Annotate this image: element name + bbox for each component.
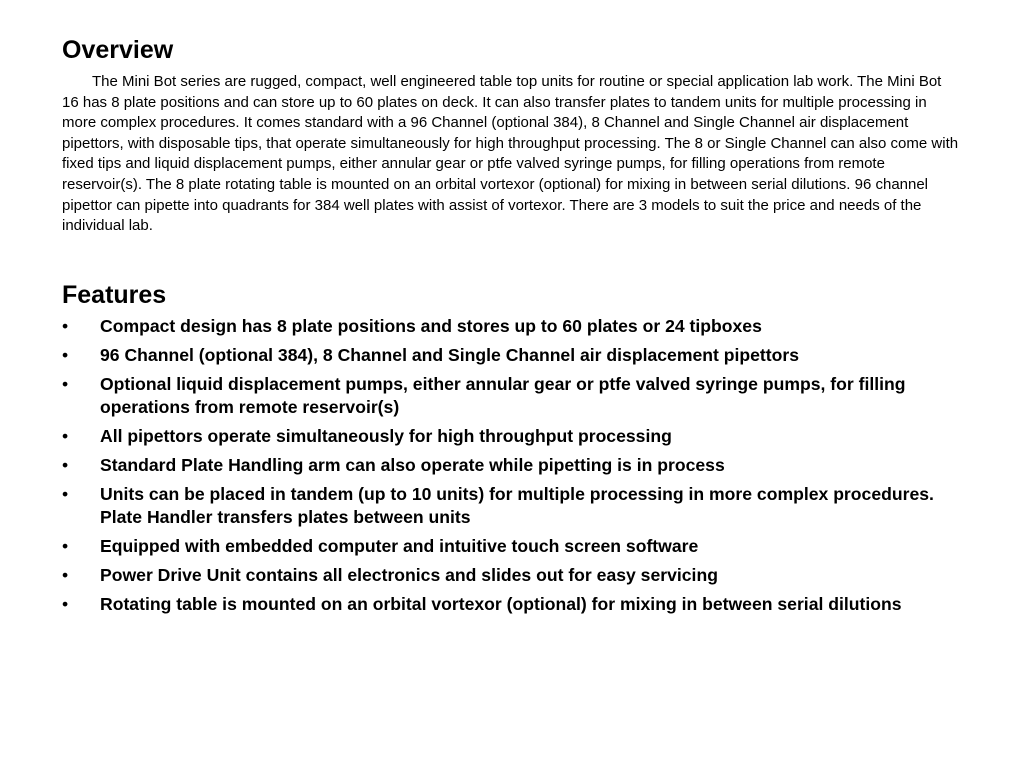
bullet-icon: • bbox=[62, 535, 69, 556]
feature-text: Standard Plate Handling arm can also operate while pipetting is in process bbox=[100, 454, 725, 475]
feature-item bbox=[62, 344, 962, 367]
feature-item bbox=[62, 564, 962, 587]
feature-text: Optional liquid displacement pumps, either annular gear or ptfe valved syringe pumps, for filling operations from remote reservoir(s) bbox=[100, 373, 906, 417]
feature-text: Power Drive Unit contains all electronics and slides out for easy servicing bbox=[100, 564, 718, 585]
feature-text: 96 Channel (optional 384), 8 Channel and Single Channel air displacement pipettors bbox=[100, 344, 799, 365]
bullet-icon: • bbox=[62, 373, 69, 394]
bullet-icon: • bbox=[62, 425, 69, 446]
feature-item bbox=[62, 454, 962, 477]
bullet-icon: • bbox=[62, 483, 69, 504]
feature-item bbox=[62, 535, 962, 558]
features-list bbox=[62, 315, 962, 616]
feature-text: Units can be placed in tandem (up to 10 units) for multiple processing in more complex procedures. Plate Handler transfers plates between units bbox=[100, 483, 934, 527]
bullet-icon: • bbox=[62, 564, 69, 585]
feature-item bbox=[62, 425, 962, 448]
overview-paragraph: The Mini Bot series are rugged, compact, well engineered table top units for routine or special application lab work. The Mini Bot 16 has 8 plate positions and can store up to 60 plates on deck. It can also transfer plates to tandem units for multiple processing in more complex procedures. It comes standard with a 96 Channel (optional 384), 8 Channel and Single Channel air displacement pipettors, with disposable tips, that operate simultaneously for high throughput processing. The 8 or Single Channel can also come with fixed tips and liquid displacement pumps, either annular gear or ptfe valved syringe pumps, for filling operations from remote reservoir(s). The 8 plate rotating table is mounted on an orbital vortexor (optional) for mixing in between serial dilutions. 96 channel pipettor can pipette into quadrants for 384 well plates with assist of vortexor. There are 3 models to suit the price and needs of the individual lab. bbox=[62, 73, 959, 235]
feature-item bbox=[62, 483, 962, 529]
feature-item bbox=[62, 315, 962, 338]
bullet-icon: • bbox=[62, 593, 69, 614]
bullet-icon: • bbox=[62, 344, 69, 365]
bullet-icon: • bbox=[62, 315, 69, 336]
feature-item bbox=[62, 593, 962, 616]
overview-heading: Overview bbox=[62, 36, 174, 64]
features-heading: Features bbox=[62, 280, 167, 309]
feature-text: Compact design has 8 plate positions and stores up to 60 plates or 24 tipboxes bbox=[100, 315, 762, 336]
feature-item bbox=[62, 373, 962, 419]
feature-text: Equipped with embedded computer and intuitive touch screen software bbox=[100, 535, 699, 556]
feature-text: Rotating table is mounted on an orbital vortexor (optional) for mixing in between serial dilutions bbox=[100, 593, 902, 614]
feature-text: All pipettors operate simultaneously for high throughput processing bbox=[100, 425, 672, 446]
slide-content bbox=[62, 34, 962, 622]
bullet-icon: • bbox=[62, 454, 69, 475]
